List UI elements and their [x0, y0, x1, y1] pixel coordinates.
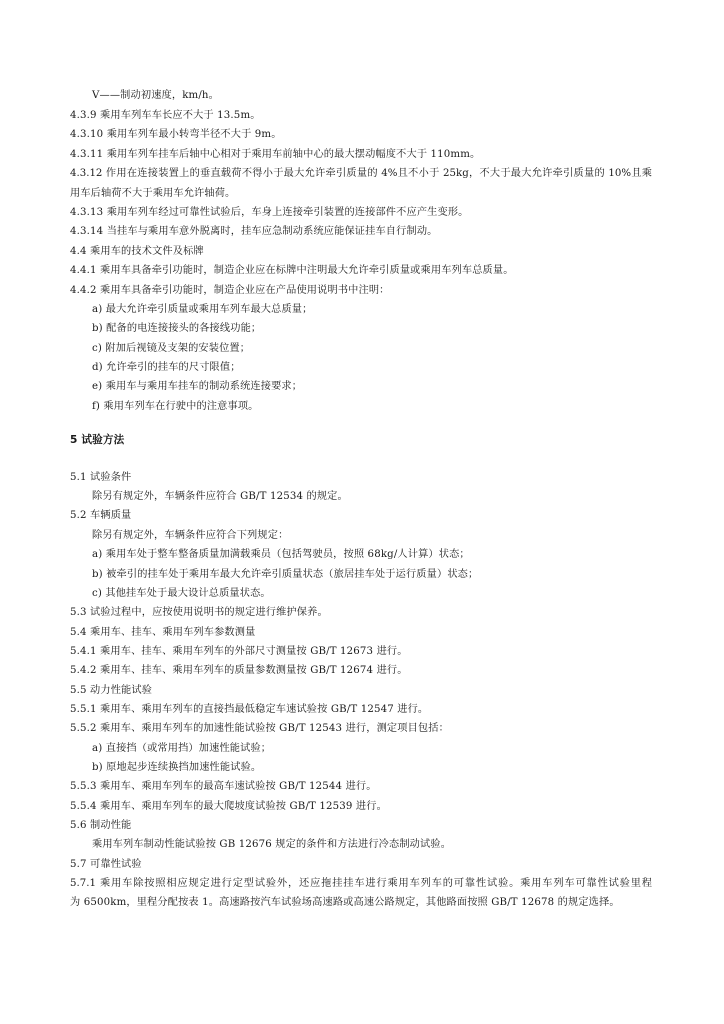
clause-5-5-1: 5.5.1 乘用车、乘用车列车的直接挡最低稳定车速试验按 GB/T 12547 进行。: [70, 704, 429, 715]
list-item: a) 乘用车处于整车整备质量加满载乘员（包括驾驶员，按照 68kg/人计算）状态；: [92, 549, 470, 560]
list-item: f) 乘用车列车在行驶中的注意事项。: [92, 401, 259, 412]
section-5-1-heading: 5.1 试验条件: [70, 472, 132, 483]
clause-5-5-4: 5.5.4 乘用车、乘用车列车的最大爬坡度试验按 GB/T 12539 进行。: [70, 801, 387, 812]
text-line: 乘用车列车制动性能试验按 GB 12676 规定的条件和方法进行冷态制动试验。: [92, 839, 452, 850]
text-line: 用车后轴荷不大于乘用车允许轴荷。: [70, 188, 236, 199]
list-item: b) 配备的电连接接头的各接线功能；: [92, 323, 262, 334]
clause-4-3-14: 4.3.14 当挂车与乘用车意外脱离时，挂车应急制动系统应能保证挂车自行制动。: [70, 226, 438, 237]
list-item: d) 允许牵引的挂车的尺寸限值；: [92, 362, 241, 373]
list-item: c) 其他挂车处于最大设计总质量状态。: [92, 588, 271, 599]
text-line: 为 6500km，里程分配按表 1。高速路按汽车试验场高速路或高速公路规定，其他路面按照 GB/T 12678 的规定选择。: [70, 897, 620, 908]
clause-5-3: 5.3 试验过程中，应按使用说明书的规定进行维护保养。: [70, 607, 328, 618]
clause-5-4-2: 5.4.2 乘用车、挂车、乘用车列车的质量参数测量按 GB/T 12674 进行。: [70, 665, 408, 676]
clause-4-3-13: 4.3.13 乘用车列车经过可靠性试验后，车身上连接牵引装置的连接部件不应产生变形。: [70, 207, 469, 218]
clause-4-3-12: 4.3.12 作用在连接装置上的垂直载荷不得小于最大允许牵引质量的 4%且不小于 25kg，不大于最大允许牵引质量的 10%且乘: [70, 168, 652, 179]
clause-5-7-1: 5.7.1 乘用车除按照相应规定进行定型试验外，还应拖挂挂车进行乘用车列车的可靠性试验。乘用车列车可靠性试验里程: [70, 878, 652, 889]
section-5-6-heading: 5.6 制动性能: [70, 820, 132, 831]
list-item: b) 被牵引的挂车处于乘用车最大允许牵引质量状态（旅居挂车处于运行质量）状态；: [92, 569, 479, 580]
section-5-2-heading: 5.2 车辆质量: [70, 510, 132, 521]
text-line: V——制动初速度，km/h。: [92, 90, 219, 101]
list-item: a) 直接挡（或常用挡）加速性能试验；: [92, 743, 272, 754]
clause-4-3-9: 4.3.9 乘用车列车车长应不大于 13.5m。: [70, 110, 261, 121]
list-item: e) 乘用车与乘用车挂车的制动系统连接要求；: [92, 381, 303, 392]
clause-5-5-2: 5.5.2 乘用车、乘用车列车的加速性能试验按 GB/T 12543 进行，测定项目包括：: [70, 723, 449, 734]
clause-4-4-2: 4.4.2 乘用车具备牵引功能时，制造企业应在产品使用说明书中注明：: [70, 285, 390, 296]
clause-5-4-1: 5.4.1 乘用车、挂车、乘用车列车的外部尺寸测量按 GB/T 12673 进行。: [70, 646, 408, 657]
clause-4-3-11: 4.3.11 乘用车列车挂车后轴中心相对于乘用车前轴中心的最大摆动幅度不大于 110mm。: [70, 149, 481, 160]
section-4-4-heading: 4.4 乘用车的技术文件及标牌: [70, 246, 204, 257]
list-item: b) 原地起步连续换挡加速性能试验。: [92, 762, 262, 773]
text-line: 除另有规定外，车辆条件应符合下列规定：: [92, 530, 289, 541]
section-5-5-heading: 5.5 动力性能试验: [70, 685, 153, 696]
section-5-4-heading: 5.4 乘用车、挂车、乘用车列车参数测量: [70, 627, 256, 638]
section-5-heading: 5 试验方法: [70, 434, 125, 446]
list-item: c) 附加后视镜及支架的安装位置；: [92, 343, 251, 354]
clause-4-3-10: 4.3.10 乘用车列车最小转弯半径不大于 9m。: [70, 129, 282, 140]
clause-5-5-3: 5.5.3 乘用车、乘用车列车的最高车速试验按 GB/T 12544 进行。: [70, 781, 377, 792]
section-5-7-heading: 5.7 可靠性试验: [70, 859, 142, 870]
clause-4-4-1: 4.4.1 乘用车具备牵引功能时，制造企业应在标牌中注明最大允许牵引质量或乘用车列车总质量。: [70, 265, 514, 276]
text-line: 除另有规定外，车辆条件应符合 GB/T 12534 的规定。: [92, 491, 348, 502]
list-item: a) 最大允许牵引质量或乘用车列车最大总质量；: [92, 304, 313, 315]
